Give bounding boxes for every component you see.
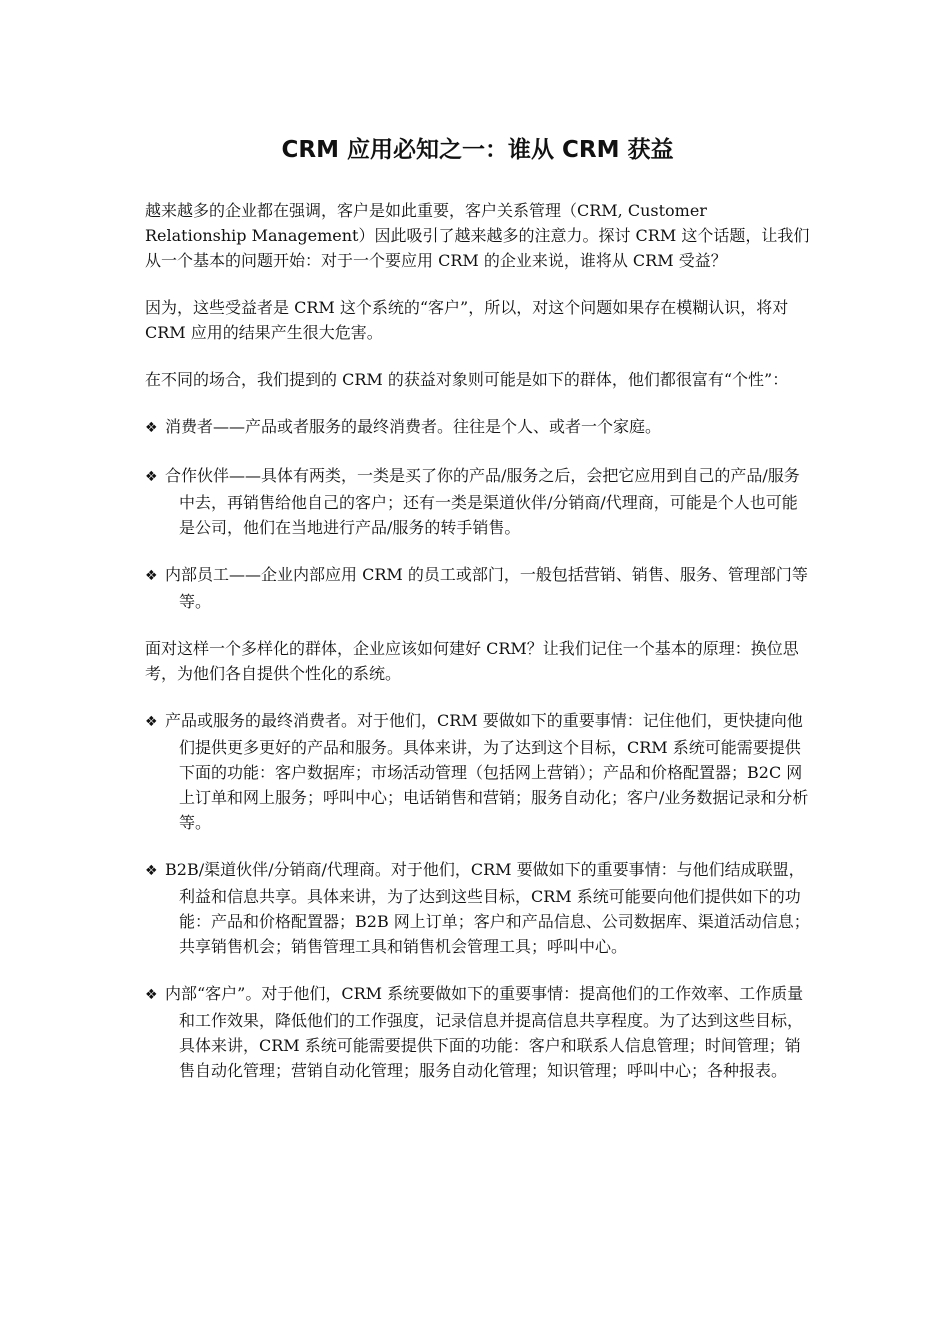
list-item-consumer-solution bbox=[145, 708, 810, 835]
diamond-bullet-icon: ❖ bbox=[145, 568, 158, 584]
list-item-channel-solution bbox=[145, 857, 810, 959]
list-item-consumer bbox=[145, 414, 810, 441]
list-item-partner bbox=[145, 463, 810, 540]
diamond-bullet-icon: ❖ bbox=[145, 987, 158, 1003]
diamond-bullet-icon: ❖ bbox=[145, 420, 158, 436]
list-item-internal-solution bbox=[145, 981, 810, 1083]
diamond-bullet-icon: ❖ bbox=[145, 863, 158, 879]
principle-paragraph: 面对这样一个多样化的群体，企业应该如何建好 CRM？让我们记住一个基本的原理：换位思考，为他们各自提供个性化的系统。 bbox=[145, 639, 799, 683]
list-item-text: 内部员工——企业内部应用 CRM 的员工或部门，一般包括营销、销售、服务、管理部门等等。 bbox=[165, 565, 808, 611]
beneficiary-paragraph: 因为，这些受益者是 CRM 这个系统的“客户”，所以，对这个问题如果存在模糊认识，将对 CRM 应用的结果产生很大危害。 bbox=[145, 298, 789, 342]
diamond-bullet-icon: ❖ bbox=[145, 714, 158, 730]
list-item-text: B2B/渠道伙伴/分销商/代理商。对于他们，CRM 要做如下的重要事情：与他们结成联盟，利益和信息共享。具体来讲，为了达到这些目标，CRM 系统可能要向他们提供如下的功能：产品和价格配置器；B2B 网上订单；客户和产品信息、公司数据库、渠道活动信息；共享销售机会；销售管理工具和销售机会管理工具；呼叫中心。 bbox=[165, 860, 810, 956]
list-item-employee bbox=[145, 562, 810, 614]
page-title: CRM 应用必知之一：谁从 CRM 获益 bbox=[281, 137, 674, 163]
list-item-text: 内部“客户”。对于他们，CRM 系统要做如下的重要事情：提高他们的工作效率、工作质量和工作效果，降低他们的工作强度，记录信息并提高信息共享程度。为了达到这些目标，具体来讲，CRM 系统可能需要提供下面的功能：客户和联系人信息管理；时间管理；销售自动化管理；营销自动化管理；服务自动化管理；知识管理；呼叫中心；各种报表。 bbox=[165, 984, 804, 1080]
groups-intro-paragraph: 在不同的场合，我们提到的 CRM 的获益对象则可能是如下的群体，他们都很富有“个性”： bbox=[145, 370, 789, 389]
intro-paragraph: 越来越多的企业都在强调，客户是如此重要，客户关系管理（CRM, Customer Relationship Management）因此吸引了越来越多的注意力。探讨 CRM 这个话题，让我们从一个基本的问题开始：对于一个要应用 CRM 的企业来说，谁将从 CRM 受益？ bbox=[145, 201, 810, 270]
list-item-text: 消费者——产品或者服务的最终消费者。往往是个人、或者一个家庭。 bbox=[165, 417, 662, 436]
list-item-text: 合作伙伴——具体有两类，一类是买了你的产品/服务之后，会把它应用到自己的产品/服务中去，再销售给他自己的客户；还有一类是渠道伙伴/分销商/代理商，可能是个人也可能是公司，他们在当地进行产品/服务的转手销售。 bbox=[165, 466, 800, 537]
list-item-text: 产品或服务的最终消费者。对于他们，CRM 要做如下的重要事情：记住他们，更快捷向他们提供更多更好的产品和服务。具体来讲，为了达到这个目标，CRM 系统可能需要提供下面的功能：客户数据库；市场活动管理（包括网上营销）；产品和价格配置器；B2C 网上订单和网上服务；呼叫中心；电话销售和营销；服务自动化；客户/业务数据记录和分析等。 bbox=[165, 711, 809, 832]
diamond-bullet-icon: ❖ bbox=[145, 469, 158, 485]
document-page bbox=[145, 130, 810, 1105]
